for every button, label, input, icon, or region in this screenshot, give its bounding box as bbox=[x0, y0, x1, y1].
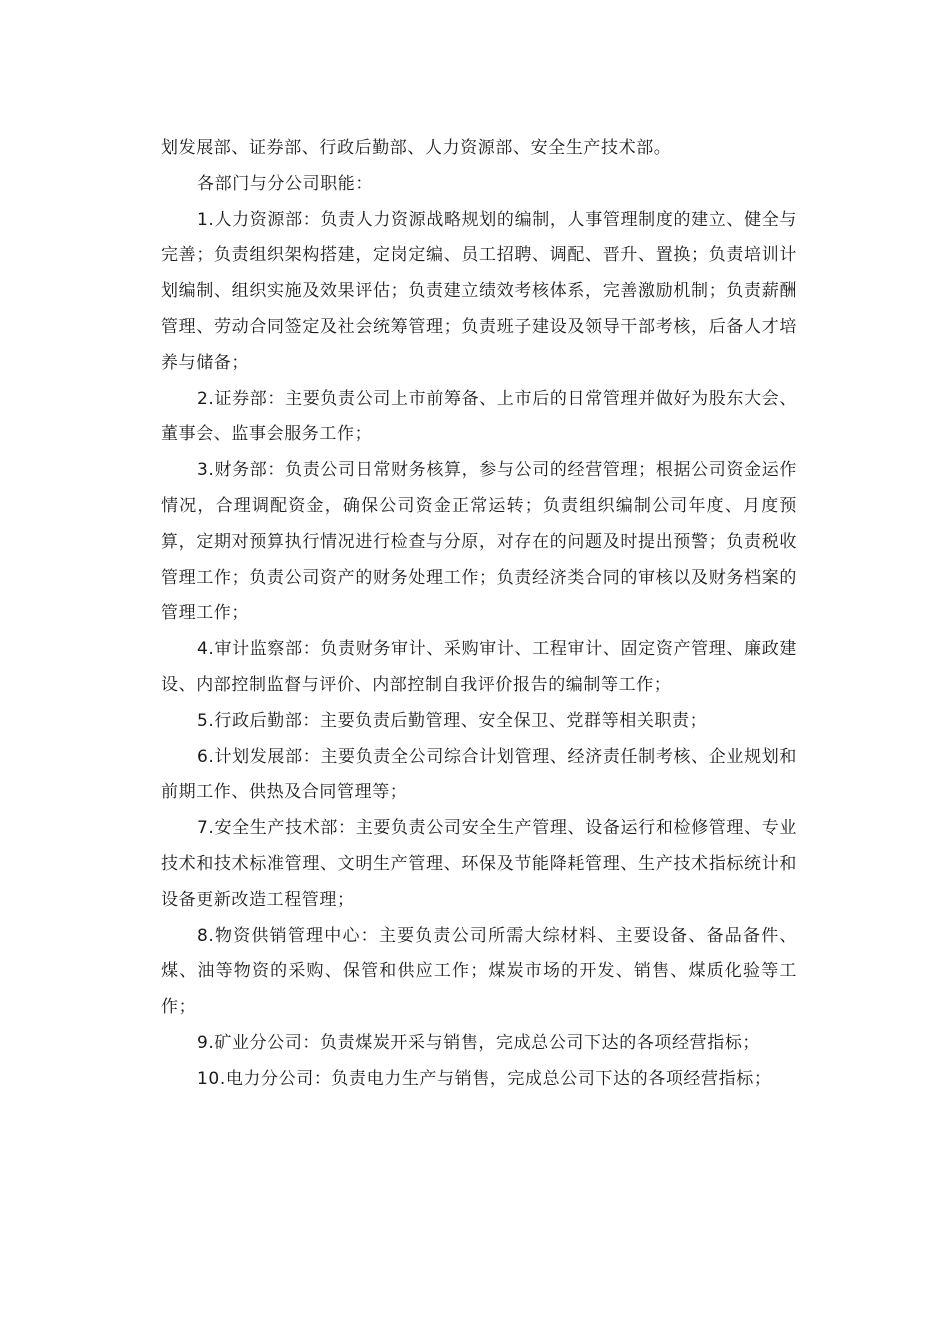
paragraph-admin-department: 5.行政后勤部：主要负责后勤管理、安全保卫、党群等相关职责； bbox=[197, 710, 708, 731]
paragraph-heading-departments: 各部门与分公司职能： bbox=[197, 173, 373, 194]
paragraph-continuation: 划发展部、证券部、行政后勤部、人力资源部、安全生产技术部。 bbox=[161, 138, 672, 158]
paragraph-finance-department: 3.财务部：负责公司日常财务核算，参与公司的经营管理；根据公司资金运作情况，合理调配资金，确保公司资金正常运转；负责组织编制公司年度、月度预算，定期对预算执行情况进行检查与分原，对存在的问题及时提出预警；负责税收管理工作；负责公司资产的财务处理工作；负责经济类合同的审核以及财务档案的管理工作； bbox=[161, 460, 797, 624]
document-page bbox=[161, 131, 797, 1098]
paragraph-securities-department: 2.证券部：主要负责公司上市前筹备、上市后的日常管理并做好为股东大会、董事会、监事会服务工作； bbox=[161, 388, 797, 445]
paragraph-audit-department: 4.审计监察部：负责财务审计、采购审计、工程审计、固定资产管理、廉政建设、内部控制监督与评价、内部控制自我评价报告的编制等工作； bbox=[161, 639, 797, 695]
paragraph-mining-branch: 9.矿业分公司：负责煤炭开采与销售，完成总公司下达的各项经营指标； bbox=[197, 1032, 761, 1053]
paragraph-power-branch: 10.电力分公司：负责电力生产与销售，完成总公司下达的各项经营指标； bbox=[197, 1068, 772, 1089]
paragraph-supply-center: 8.物资供销管理中心：主要负责公司所需大综材料、主要设备、备品备件、煤、油等物资的采购、保管和供应工作；煤炭市场的开发、销售、煤质化验等工作； bbox=[161, 925, 797, 1018]
paragraph-safety-department: 7.安全生产技术部：主要负责公司安全生产管理、设备运行和检修管理、专业技术和技术标准管理、文明生产管理、环保及节能降耗管理、生产技术指标统计和设备更新改造工程管理； bbox=[161, 818, 797, 910]
paragraph-planning-department: 6.计划发展部：主要负责全公司综合计划管理、经济责任制考核、企业规划和前期工作、供热及合同管理等； bbox=[161, 746, 797, 803]
paragraph-hr-department: 1.人力资源部：负责人力资源战略规划的编制，人事管理制度的建立、健全与完善；负责组织架构搭建，定岗定编、员工招聘、调配、晋升、置换；负责培训计划编制、组织实施及效果评估；负责建立绩效考核体系，完善激励机制；负责薪酬管理、劳动合同签定及社会统筹管理；负责班子建设及领导干部考核，后备人才培养与储备； bbox=[161, 209, 797, 373]
